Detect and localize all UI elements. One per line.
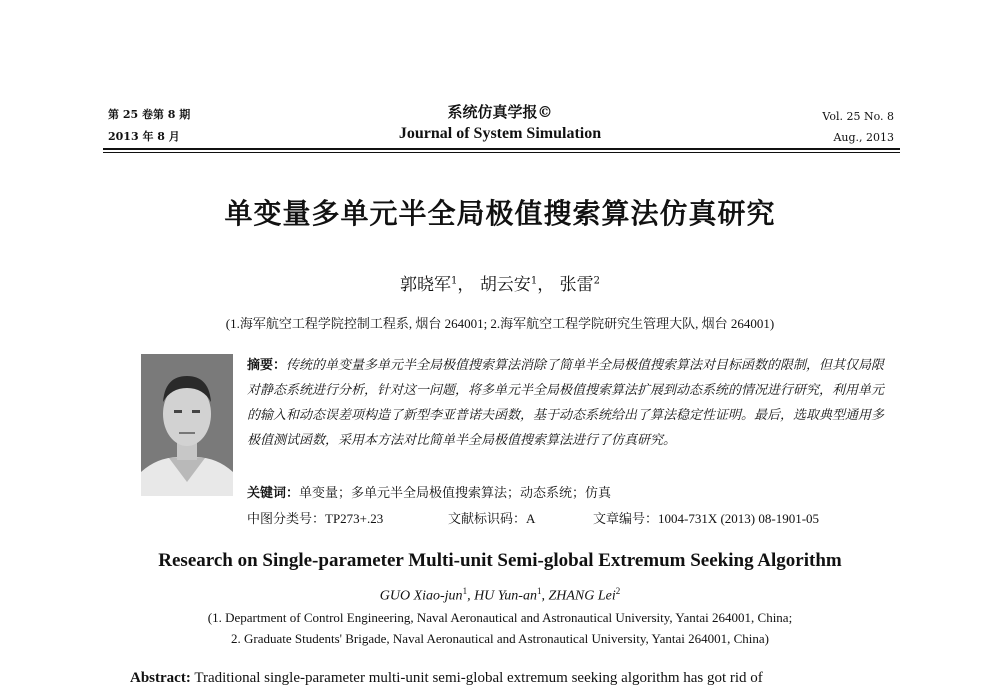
keywords-cn-text: 单变量；多单元半全局极值搜索算法；动态系统；仿真 [299, 486, 612, 501]
authors-en: GUO Xiao-jun$^1$, HU Yun-$an^1$, ZHANG Lei$^2$ [379, 586, 621, 604]
abstract-en-text: Traditional single-parameter multi-unit semi-global extremum seeking algorithm has got rid of [194, 670, 763, 686]
document-code: 文献标识码：A [448, 511, 536, 526]
header-date-en: Aug., 2013 [833, 131, 894, 144]
author-affil-mark: 2 [615, 586, 621, 596]
header-rule-thick [103, 148, 900, 150]
journal-title-en: Journal of System Simulation [398, 125, 602, 142]
author-affil-mark: 1 [462, 586, 468, 596]
abstract-en-label: Abstract: [130, 670, 191, 686]
affiliation-en-line: 2. Graduate Students' Brigade, Naval Aeronautical and Astronautical University, Yantai 264001, China) [231, 631, 769, 646]
journal-title-cn: 系统仿真学报© [447, 103, 553, 121]
abstract-cn-text: 传统的单变量多单元半全局极值搜索算法消除了简单半全局极值搜索算法对目标函数的限制，但其仅局限对静态系统进行分析，针对这一问题，将多单元半全局极值搜索算法扩展到动态系统的情况进行研究，利用单元的输入和动态误差项构造了新型李亚普诺夫函数，基于动态系统给出了算法稳定性证明。最后，选取典型通用多极值测试函数，采用本方法对比简单半全局极值搜索算法进行了仿真研究。 [247, 358, 885, 448]
abstract-cn-label: 摘要： [247, 358, 287, 373]
header-volume-issue-cn: 第 25 卷第 8 期 [108, 108, 191, 121]
author-affil-mark: 2 [593, 275, 600, 287]
author-affil-mark: 1 [530, 275, 538, 287]
author-name: 张雷 [559, 275, 594, 295]
abstract-cn [247, 353, 887, 453]
header-date-cn: 2013 年 8 月 [108, 130, 180, 143]
header-rule-thin [103, 152, 900, 153]
affiliation-en-line: (1. Department of Control Engineering, Naval Aeronautical and Astronautical University, Yantai 264001, China; [207, 610, 793, 625]
author-affil-mark: 1 [451, 275, 458, 287]
affiliation-cn: (1.海军航空工程学院控制工程系, 烟台 264001; 2.海军航空工程学院研究生管理大队, 烟台 264001) [225, 316, 775, 331]
article-number: 文章编号：1004-731X (2013) 08-1901-05 [593, 511, 820, 526]
author-name: 郭晓军 [400, 275, 452, 295]
author-affil-mark: 1 [536, 586, 542, 596]
keywords-cn [247, 482, 887, 501]
abstract-en [130, 670, 890, 687]
author-name: 胡云安 [479, 275, 531, 295]
authors-cn: 郭晓军$^1$， 胡云安$^1$， 张雷$^2$ [400, 275, 600, 295]
author-name: ZHANG Lei [548, 588, 616, 604]
clc-number: 中图分类号：TP273+.23 [247, 511, 384, 526]
header-volume-issue-en: Vol. 25 No. 8 [822, 110, 894, 123]
author-name: HU Yun-an [474, 588, 537, 604]
keywords-cn-label: 关键词： [247, 486, 300, 501]
author-photo [141, 354, 233, 496]
paper-title-cn: 单变量多单元半全局极值搜索算法仿真研究 [224, 197, 776, 230]
paper-title-en: Research on Single-parameter Multi-unit Semi-global Extremum Seeking Algorithm [158, 550, 842, 571]
author-name: GUO Xiao-jun [379, 588, 463, 604]
